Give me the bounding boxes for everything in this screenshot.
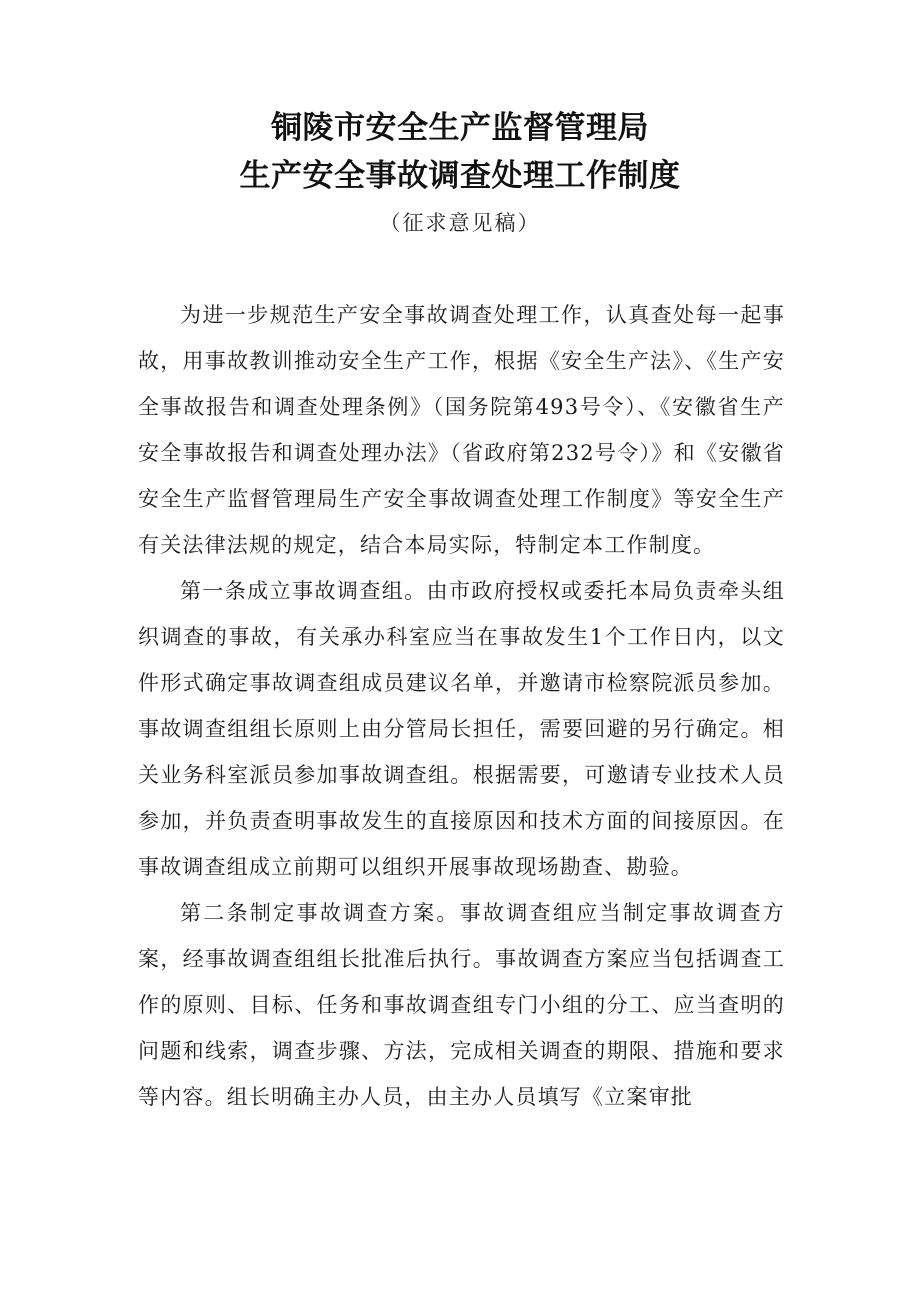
document-title-line-2: 生产安全事故调查处理工作制度: [239, 158, 681, 194]
article-2-paragraph: 第二条制定事故调查方案。事故调查组应当制定事故调查方案，经事故调查组组长批准后执行。事故调查方案应当包括调查工作的原则、目标、任务和事故调查组专门小组的分工、应当查明的问题和线索，调查步骤、方法，完成相关调查的期限、措施和要求等内容。组长明确主办人员，由主办人员填写《立案审批: [138, 901, 785, 1109]
article-1-paragraph: 第一条成立事故调查组。由市政府授权或委托本局负责牵头组织调查的事故，有关承办科室应当在事故发生1个工作日内，以文件形式确定事故调查组成员建议名单，并邀请市检察院派员参加。事故调查组组长原则上由分管局长担任，需要回避的另行确定。相关业务科室派员参加事故调查组。根据需要，可邀请专业技术人员参加，并负责查明事故发生的直接原因和技术方面的间接原因。在事故调查组成立前期可以组织开展事故现场勘查、勘验。: [138, 579, 785, 879]
document-body: [138, 292, 785, 1120]
preamble-paragraph: 为进一步规范生产安全事故调查处理工作，认真查处每一起事故，用事故教训推动安全生产工作，根据《安全生产法》、《生产安全事故报告和调查处理条例》（国务院第493号令）、《安徽省生产安全事故报告和调查处理办法》（省政府第232号令）》和《安徽省安全生产监督管理局生产安全事故调查处理工作制度》等安全生产有关法律法规的规定，结合本局实际，特制定本工作制度。: [138, 303, 785, 557]
document-title-line-1: 铜陵市安全生产监督管理局: [271, 110, 649, 146]
document-subtitle: （征求意见稿）: [379, 211, 541, 235]
